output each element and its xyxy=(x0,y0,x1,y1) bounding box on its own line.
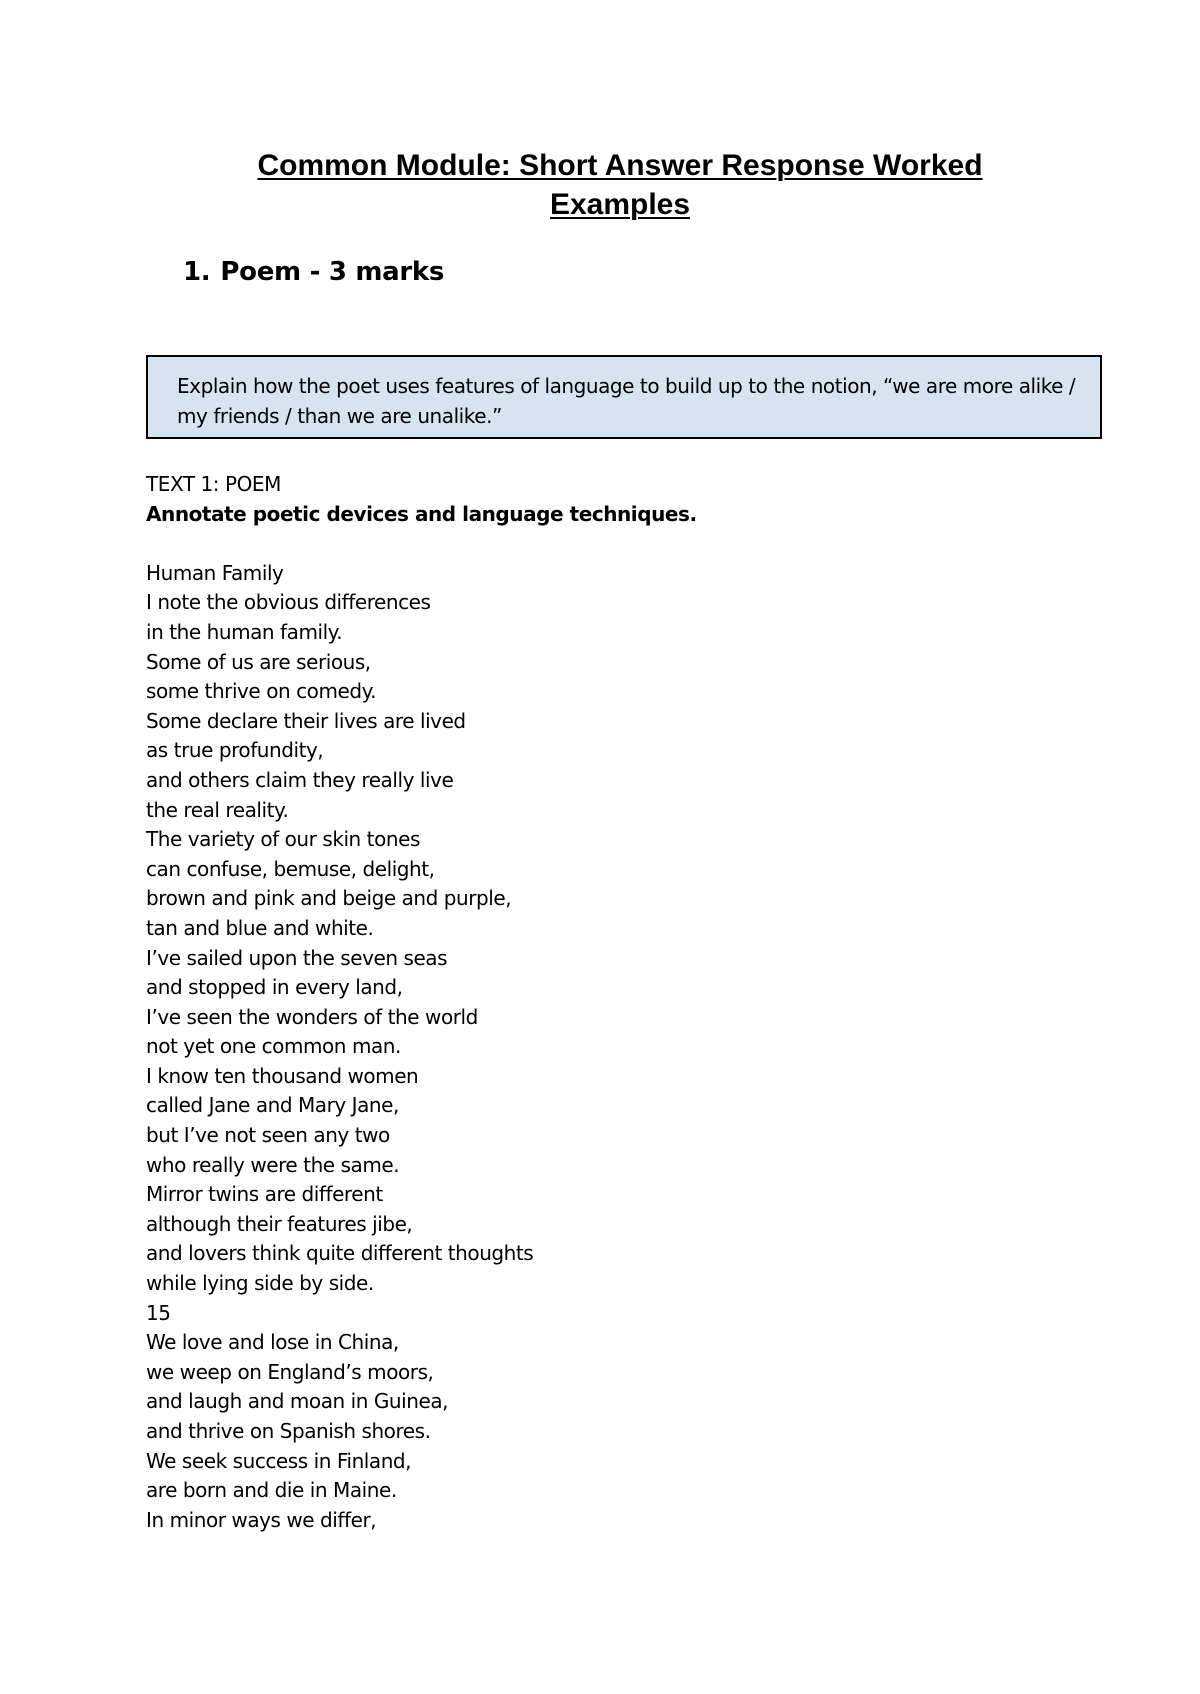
poem-line: Some of us are serious, xyxy=(146,649,371,674)
question-text: Explain how the poet uses features of language to build up to the notion, “we are more alike / my friends / than we are unalike.” xyxy=(177,374,1076,428)
poem-title: Human Family xyxy=(146,560,284,585)
poem-line: as true profundity, xyxy=(146,738,324,763)
poem-line: brown and pink and beige and purple, xyxy=(146,886,512,911)
poem-line: and stopped in every land, xyxy=(146,975,403,1000)
poem-section xyxy=(146,470,1046,1535)
poem-line: We love and lose in China, xyxy=(146,1330,399,1355)
poem-line-number: 15 xyxy=(146,1300,171,1325)
poem-line: and laugh and moan in Guinea, xyxy=(146,1389,449,1414)
section-number: 1. xyxy=(183,257,211,287)
poem-line: We seek success in Finland, xyxy=(146,1448,412,1473)
section-heading xyxy=(183,256,444,288)
poem-line: called Jane and Mary Jane, xyxy=(146,1093,399,1118)
poem-line: I’ve sailed upon the seven seas xyxy=(146,945,448,970)
poem-line: and lovers think quite different thoughts xyxy=(146,1241,534,1266)
poem-line: The variety of our skin tones xyxy=(146,827,420,852)
poem-line: tan and blue and white. xyxy=(146,915,374,940)
poem-line: In minor ways we differ, xyxy=(146,1507,377,1532)
text-label: TEXT 1: POEM xyxy=(146,472,281,496)
poem-line: and thrive on Spanish shores. xyxy=(146,1419,431,1443)
poem-line: while lying side by side. xyxy=(146,1271,374,1296)
poem-line: although their features jibe, xyxy=(146,1211,413,1236)
poem-line: I note the obvious differences xyxy=(146,590,431,615)
document-title-line-1: Common Module: Short Answer Response Worked xyxy=(257,149,983,182)
poem-line: Some declare their lives are lived xyxy=(146,708,466,733)
poem-line: I know ten thousand women xyxy=(146,1063,419,1088)
question-box xyxy=(146,355,1102,439)
document-title xyxy=(160,146,1080,224)
poem-line: can confuse, bemuse, delight, xyxy=(146,856,435,881)
poem-line: and others claim they really live xyxy=(146,767,454,792)
poem-line: we weep on England’s moors, xyxy=(146,1359,434,1384)
poem-line: the real reality. xyxy=(146,797,289,822)
poem-line: not yet one common man. xyxy=(146,1034,401,1059)
poem-line: I’ve seen the wonders of the world xyxy=(146,1004,478,1029)
poem-line: are born and die in Maine. xyxy=(146,1478,397,1503)
poem-line: some thrive on comedy. xyxy=(146,679,377,704)
poem-line: in the human family. xyxy=(146,619,343,644)
poem-line: but I’ve not seen any two xyxy=(146,1123,390,1148)
poem-line: who really were the same. xyxy=(146,1152,400,1177)
poem-line: Mirror twins are different xyxy=(146,1182,383,1207)
document-title-line-2: Examples xyxy=(549,188,691,221)
annotation-instruction: Annotate poetic devices and language techniques. xyxy=(146,501,697,526)
blank-line xyxy=(146,529,1046,559)
section-label: Poem - 3 marks xyxy=(220,257,445,287)
